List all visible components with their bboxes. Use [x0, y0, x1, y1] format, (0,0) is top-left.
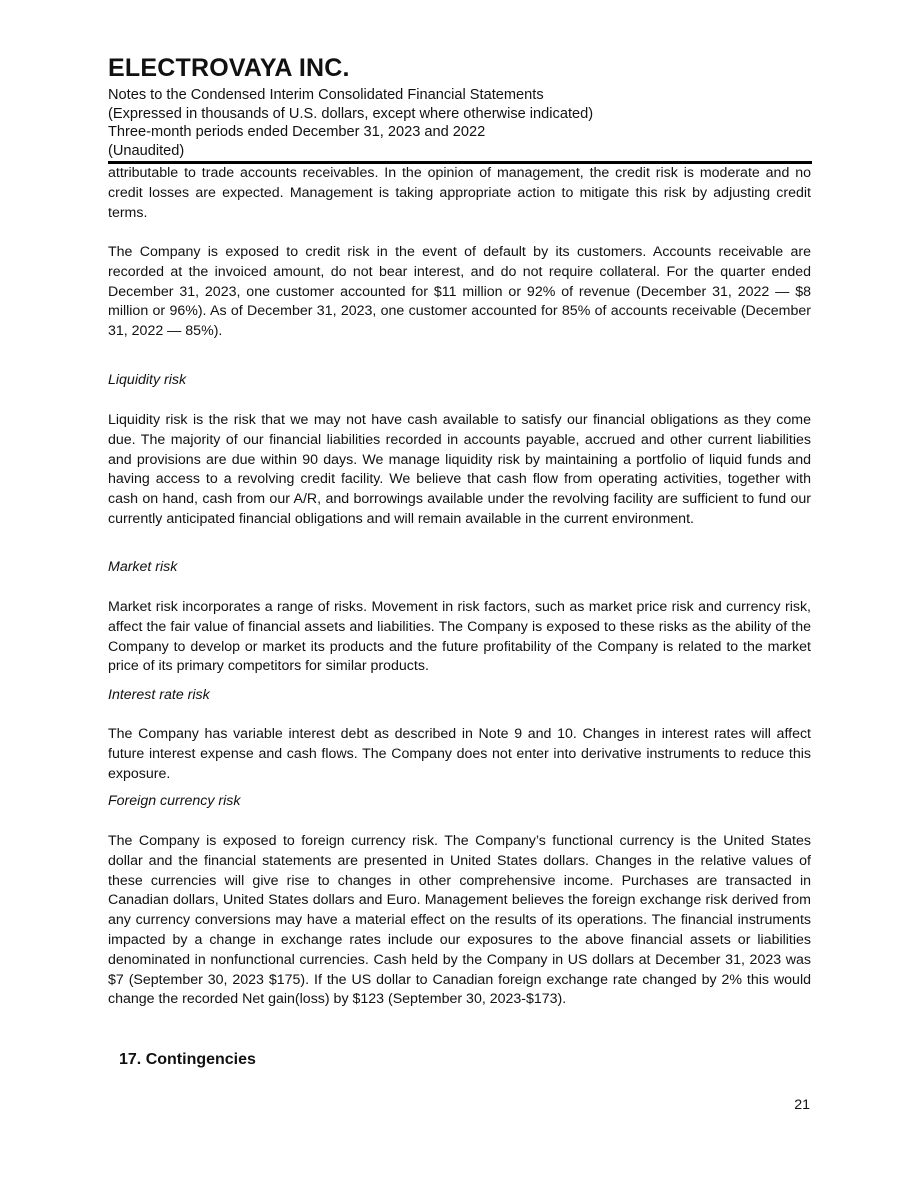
page-number: 21	[794, 1097, 810, 1113]
header-line-period: Three-month periods ended December 31, 2023 and 2022	[108, 124, 486, 141]
header-line-unaudited: (Unaudited)	[108, 142, 185, 159]
header-line-currency-note: (Expressed in thousands of U.S. dollars, except where otherwise indicated)	[108, 105, 594, 122]
paragraph-liquidity-risk: Liquidity risk is the risk that we may not have cash available to satisfy our financial obligations as they come due. The majority of our financial liabilities recorded in accounts payable, accrued and other current liabilities and provisions are due within 90 days. We manage liquidity risk by maintaining a portfolio of liquid funds and having access to a revolving credit facility. We believe that cash flow from operating activities, together with cash on hand, cash from our A/R, and borrowings available under the revolving facility are sufficient to fund our currently anticipated financial obligations and will remain available in the current environment.	[108, 412, 811, 527]
document-header	[108, 52, 814, 160]
paragraph-interest-rate-risk: The Company has variable interest debt as described in Note 9 and 10. Changes in interest rates will affect future interest expense and cash flows. The Company does not enter into derivative instruments to reduce this exposure.	[108, 726, 811, 782]
paragraph-foreign-currency-risk: The Company is exposed to foreign currency risk. The Company’s functional currency is the United States dollar and the financial statements are presented in United States dollars. Changes in the relative values of these currencies will give rise to changes in other comprehensive income. Purchases are transacted in Canadian dollars, United States dollars and Euro. Management believes the foreign exchange risk derived from any currency conversions may have a material effect on the results of its operations. The financial instruments impacted by a change in exchange rates include our exposures to the above financial assets or liabilities denominated in nonfunctional currencies. Cash held by the Company in US dollars at December 31, 2023 was $7 (September 30, 2023 $175). If the US dollar to Canadian foreign exchange rate changed by 2% this would change the recorded Net gain(loss) by $123 (September 30, 2023-$173).	[108, 833, 811, 1008]
heading-foreign-currency-risk: Foreign currency risk	[108, 793, 241, 809]
heading-liquidity-risk: Liquidity risk	[108, 372, 187, 388]
header-line-notes-title: Notes to the Condensed Interim Consolidated Financial Statements	[108, 87, 544, 103]
paragraph-credit-risk-default: The Company is exposed to credit risk in the event of default by its customers. Accounts receivable are recorded at the invoiced amount, do not bear interest, and do not require collateral. For the quarter ended December 31, 2023, one customer accounted for $11 million or 92% of revenue (December 31, 2022 — $8 million or 96%). As of December 31, 2023, one customer accounted for 85% of accounts receivable (December 31, 2022 — 85%).	[108, 244, 811, 340]
heading-market-risk: Market risk	[108, 559, 178, 575]
heading-interest-rate-risk: Interest rate risk	[108, 687, 210, 703]
paragraph-market-risk: Market risk incorporates a range of risks. Movement in risk factors, such as market price risk and currency risk, affect the fair value of financial assets and liabilities. The Company is exposed to these risks as the ability of the Company to develop or market its products and the future profitability of the Company is related to the market price of its primary competitors for similar products.	[108, 599, 811, 675]
company-name: ELECTROVAYA INC.	[108, 54, 350, 82]
paragraph-credit-risk-continued: attributable to trade accounts receivables. In the opinion of management, the credit risk is moderate and no credit losses are expected. Management is taking appropriate action to mitigate this risk by adjusting credit terms.	[108, 165, 811, 221]
section-heading-contingencies: 17. Contingencies	[119, 1051, 256, 1068]
